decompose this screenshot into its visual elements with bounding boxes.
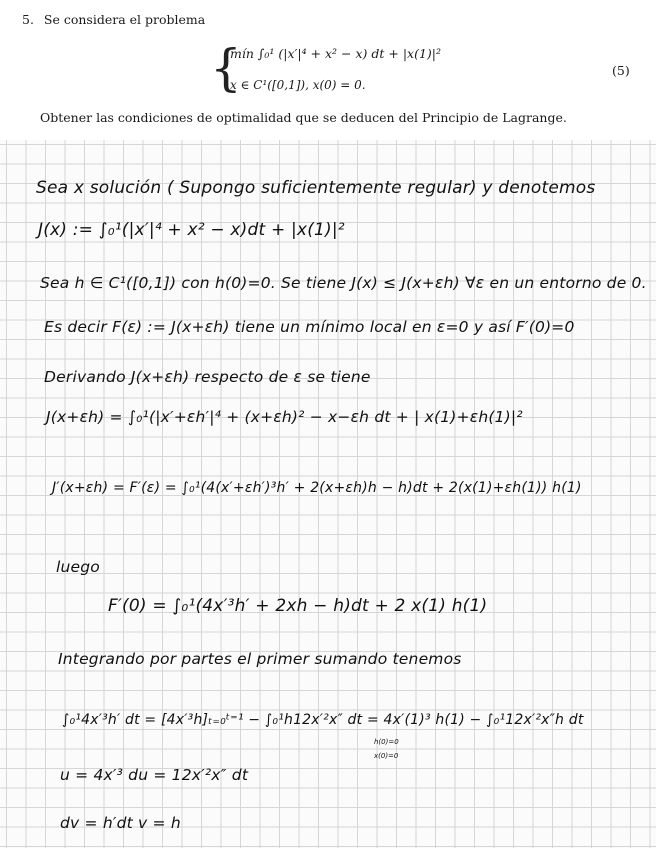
note-line-9: F′(0) = ∫₀¹(4x′³h′ + 2xh − h)dt + 2 x(1) h(1) [108,596,488,616]
note-x0-condition: x(0)=0 [374,752,399,760]
note-line-5: Derivando J(x+εh) respecto de ε se tiene [44,368,371,386]
problem-instruction: Obtener las condiciones de optimalidad que se deducen del Principio de Lagrange. [40,110,567,125]
grid-paper-notes [0,140,656,848]
note-line-1: Sea x solución ( Supongo suficientemente regular) y denotemos [36,178,596,198]
note-line-8: luego [56,558,100,576]
note-line-12: u = 4x′³ du = 12x′²x″ dt [60,766,249,784]
left-brace: { [210,39,242,97]
note-line-11: ∫₀¹4x′³h′ dt = [4x′³h]ₜ₌₀ᵗ⁼¹ − ∫₀¹h12x′²x″ dt = 4x′(1)³ h(1) − ∫₀¹12x′²x″h dt [62,712,584,728]
note-line-4: Es decir F(ε) := J(x+εh) tiene un mínimo local en ε=0 y así F′(0)=0 [44,318,575,336]
equation-number: (5) [612,63,630,78]
optimization-system [210,40,510,104]
note-line-3: Sea h ∈ C¹([0,1]) con h(0)=0. Se tiene J(x) ≤ J(x+εh) ∀ε en un entorno de 0. [40,274,647,292]
problem-statement-section [0,0,656,140]
note-h0-condition: h(0)=0 [374,738,399,746]
note-line-2: J(x) := ∫₀¹(|x′|⁴ + x² − x)dt + |x(1)|² [38,220,345,240]
problem-statement: Se considera el problema [43,12,206,27]
note-line-6: J(x+εh) = ∫₀¹(|x′+εh′|⁴ + (x+εh)² − x−εh dt + | x(1)+εh(1)|² [46,408,523,426]
note-line-7: J′(x+εh) = F′(ε) = ∫₀¹(4(x′+εh′)³h′ + 2(x+εh)h − h)dt + 2(x(1)+εh(1)) h(1) [52,480,582,496]
objective-functional: mín ∫₀¹ (|x′|⁴ + x² − x) dt + |x(1)|² [230,46,442,61]
problem-heading [22,12,205,27]
problem-number: 5. [22,12,34,27]
constraint-line: x ∈ C¹([0,1]), x(0) = 0. [230,78,366,92]
note-line-13: dv = h′dt v = h [60,814,181,832]
note-line-10: Integrando por partes el primer sumando tenemos [58,650,462,668]
